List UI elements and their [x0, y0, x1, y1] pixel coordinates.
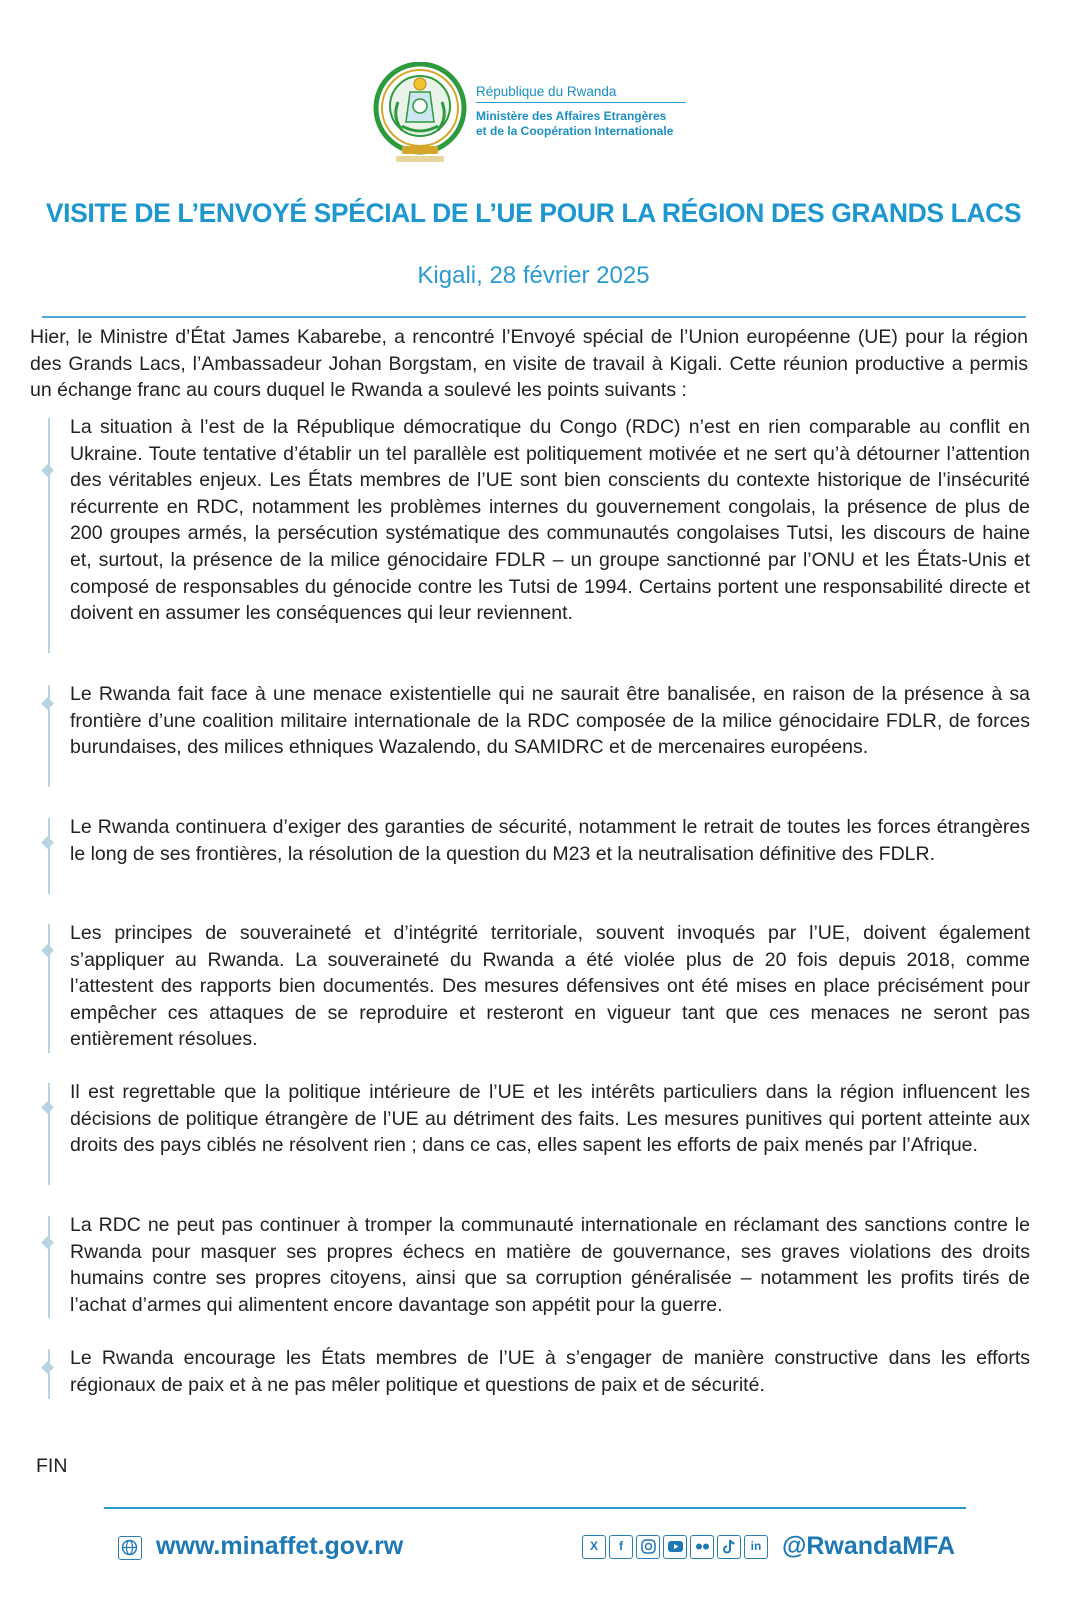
ministry-name — [476, 84, 686, 139]
point-diamond-icon — [41, 697, 54, 710]
point-text: Le Rwanda fait face à une menace existentielle qui ne saurait être banalisée, en raison de la présence à sa frontière d’une coalition militaire internationale de la RDC composée de la milice génocidaire FDLR, de forces burundaises, des milices ethniques Wazalendo, du SAMIDRC et de mercenaires européens. — [70, 683, 1030, 759]
point-text: La situation à l’est de la République démocratique du Congo (RDC) n’est en rien comparable au conflit en Ukraine. Toute tentative d’établir un tel parallèle est politiquement motivée et ne sert qu’à détourner l’attention des véritables enjeux. Les États membres de l’UE sont bien conscients du contexte historique de l’insécurité récurrente en RDC, notamment les problèmes internes du gouvernement congolais, la présence de plus de 200 groupes armés, la persécution systématique des communautés congolaises Tutsi, les discours de haine et, surtout, la présence de la milice génocidaire FDLR – un groupe sanctionné par l’ONU et les États-Unis et composé de responsables du génocide contre les Tutsi de 1994. Certains portent une responsabilité directe et doivent en assumer les conséquences qui leur reviennent. — [70, 416, 1030, 625]
point-text: Il est regrettable que la politique intérieure de l’UE et les intérêts particuliers dans la région influencent les décisions de politique étrangère de l’UE au détriment des faits. Les mesures punitives qui portent atteinte aux droits des pays ciblés ne résolvent rien ; dans ce cas, elles sapent les efforts de paix menés par l’Afrique. — [70, 1081, 1030, 1157]
linkedin-icon[interactable]: in — [744, 1535, 768, 1559]
letterhead — [372, 62, 692, 172]
tiktok-icon[interactable] — [717, 1535, 741, 1559]
ministry-line-2: et de la Coopération Internationale — [476, 124, 674, 138]
flickr-icon[interactable] — [690, 1535, 714, 1559]
point-diamond-icon — [41, 836, 54, 849]
point-item — [40, 414, 1030, 657]
rwanda-coat-of-arms-icon — [372, 62, 468, 166]
website-url: www.minaffet.gov.rw — [156, 1532, 404, 1560]
point-item — [40, 1079, 1030, 1189]
facebook-icon[interactable]: f — [609, 1535, 633, 1559]
social-handle[interactable]: @RwandaMFA — [782, 1532, 955, 1560]
point-diamond-icon — [41, 1361, 54, 1374]
document-title: VISITE DE L’ENVOYÉ SPÉCIAL DE L’UE POUR LA RÉGION DES GRANDS LACS — [45, 198, 1022, 228]
point-text: Le Rwanda continuera d’exiger des garanties de sécurité, notamment le retrait de toutes les forces étrangères le long de ses frontières, la résolution de la question du M23 et la neutralisation définitive des FDLR. — [70, 816, 1030, 865]
point-bar — [48, 1083, 50, 1185]
point-diamond-icon — [41, 464, 54, 477]
footer-divider — [104, 1507, 966, 1509]
point-bar — [48, 1216, 50, 1318]
point-item — [40, 1345, 1030, 1403]
point-bar — [48, 1349, 50, 1399]
point-item — [40, 814, 1030, 898]
point-item — [40, 1212, 1030, 1322]
youtube-icon[interactable] — [663, 1535, 687, 1559]
point-diamond-icon — [41, 944, 54, 957]
ministry-line-1: Ministère des Affaires Etrangères — [476, 109, 667, 123]
point-item — [40, 681, 1030, 791]
point-text: La RDC ne peut pas continuer à tromper la communauté internationale en réclamant des sanctions contre le Rwanda pour masquer ses propres échecs en matière de gouvernance, ses graves violations des droits humains contre ses propres citoyens, ainsi que sa corruption généralisée – notamment les profits tirés de l’achat d’armes qui alimentent encore davantage son appétit pour la guerre. — [70, 1214, 1030, 1316]
instagram-icon[interactable] — [636, 1535, 660, 1559]
intro-paragraph: Hier, le Ministre d’État James Kabarebe, a rencontré l’Envoyé spécial de l’Union européenne (UE) pour la région des Grands Lacs, l’Ambassadeur Johan Borgstam, en visite de travail à Kigali. Cette réunion productive a permis un échange franc au cours duquel le Rwanda a soulevé les points suivants : — [30, 326, 1028, 402]
document-date: Kigali, 28 février 2025 — [417, 262, 650, 289]
point-diamond-icon — [41, 1101, 54, 1114]
header-divider — [42, 316, 1026, 318]
point-bar — [48, 818, 50, 894]
point-text: Les principes de souveraineté et d’intégrité territoriale, souvent invoqués par l’UE, doivent également s’appliquer au Rwanda. La souveraineté du Rwanda a été violée plus de 20 fois depuis 2018, comme l’attestent des rapports bien documentés. Des mesures défensives ont été mises en place précisément pour empêcher ces attaques de se reproduire et resteront en vigueur tant que ces menaces ne seront pas entièrement résolues. — [70, 922, 1030, 1051]
point-diamond-icon — [41, 1236, 54, 1249]
point-bar — [48, 418, 50, 653]
point-text: Le Rwanda encourage les États membres de l’UE à s’engager de manière constructive dans les efforts régionaux de paix et à ne pas mêler politique et questions de paix et de sécurité. — [70, 1347, 1030, 1396]
globe-icon — [118, 1536, 142, 1560]
x-icon[interactable]: X — [582, 1535, 606, 1559]
end-marker: FIN — [36, 1455, 68, 1477]
point-bar — [48, 924, 50, 1053]
republic-label: République du Rwanda — [476, 84, 686, 103]
point-item — [40, 920, 1030, 1057]
